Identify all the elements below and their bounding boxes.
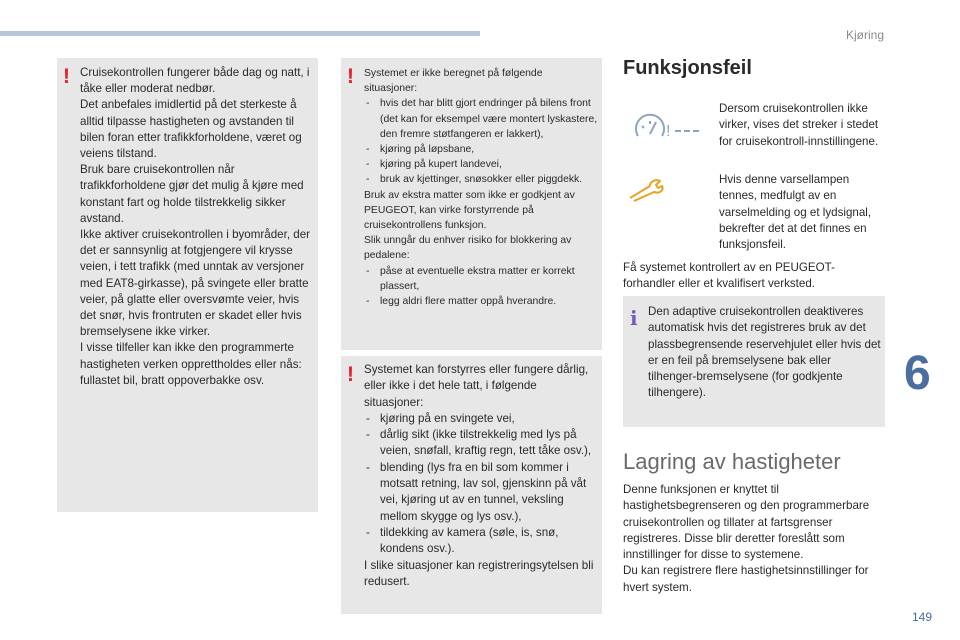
list-item: - hvis det har blitt gjort endringer på bilens front (det kan for eksempel være montert lyskastere, den fremre støtfangeren er lakkert), bbox=[366, 98, 598, 140]
section-label: Kjøring bbox=[845, 28, 884, 42]
paragraph: Du kan registrere flere hastighetsinnstillinger for hvert system. bbox=[623, 564, 869, 594]
list-item: - tildekking av kamera (søle, is, snø, kondens osv.). bbox=[366, 525, 559, 556]
list-item: - kjøring på løpsbane, bbox=[366, 144, 475, 156]
paragraph: Systemet kan forstyrres eller fungere dårlig, eller ikke i det hele tatt, i følgende situasjoner: bbox=[364, 363, 589, 409]
warning-box-usage-text bbox=[80, 65, 314, 389]
chapter-number: 6 bbox=[904, 347, 931, 400]
section-heading-lagring: Lagring av hastigheter bbox=[623, 449, 841, 474]
wrench-icon bbox=[626, 178, 666, 207]
warning-icon: ! bbox=[347, 363, 354, 386]
paragraph: Systemet er ikke beregnet på følgende situasjoner: bbox=[364, 68, 543, 95]
paragraph: I slike situasjoner kan registreringsytelsen bli redusert. bbox=[364, 558, 594, 588]
list-item: - legg aldri flere matter oppå hverandre. bbox=[366, 296, 557, 308]
paragraph: Denne funksjonen er knyttet til hastighetsbegrenseren og den programmerbare cruisekontrollen og tillater at fartsgrenser registreres. Disse blir deretter foreslått som innstillinger for disse to systemene. bbox=[623, 483, 870, 562]
speedometer-description: Dersom cruisekontrollen ikke virker, vises det streker i stedet for cruisekontroll-innstillingene. bbox=[719, 102, 879, 148]
wrench-description: Hvis denne varsellampen tennes, medfulgt av en varselmelding og et lydsignal, bekrefter det at det finnes en funksjonsfeil. bbox=[719, 173, 872, 252]
warning-box-situations-text bbox=[364, 66, 598, 309]
check-instruction: Få systemet kontrollert av en PEUGEOT-forhandler eller et kvalifisert verksted. bbox=[623, 261, 835, 291]
section-heading-funksjonsfeil: Funksjonsfeil bbox=[623, 57, 752, 79]
svg-text:!: ! bbox=[666, 123, 671, 140]
list-item: - kjøring på kupert landevei, bbox=[366, 159, 502, 171]
paragraph: I visse tilfeller kan ikke den programmerte hastigheten verken opprettholdes eller nås: fullastet bil, bratt oppoverbakke osv. bbox=[80, 341, 302, 387]
list-item: - påse at eventuelle ekstra matter er korrekt plassert, bbox=[366, 265, 575, 292]
paragraph: Bruk av ekstra matter som ikke er godkjent av PEUGEOT, kan virke forstyrrende på cruisekontrollens funksjon. bbox=[364, 189, 575, 232]
info-icon: i bbox=[630, 306, 638, 330]
paragraph: Cruisekontrollen fungerer både dag og natt, i tåke eller moderat nedbør. bbox=[80, 66, 310, 96]
list-item: - dårlig sikt (ikke tilstrekkelig med lys på veien, snøfall, kraftig regn, tett tåke osv.), bbox=[366, 428, 592, 458]
info-text: Den adaptive cruisekontrollen deaktiveres automatisk hvis det registreres bruk av det plassbegrensende reservehjulet eller hvis det er en feil på bremselysene bak eller tilhenger-bremselysene (for godkjente tilhengere). bbox=[648, 305, 881, 400]
header-accent-bar bbox=[0, 31, 480, 36]
warning-box-disturbance-text bbox=[364, 362, 598, 590]
list-item: - blending (lys fra en bil som kommer i motsatt retning, lav sol, gjenskinn på våt vei, kjøring ut av en tunnel, veksling mellom skygge og lys osv.), bbox=[366, 460, 587, 523]
speedometer-fault-icon bbox=[632, 112, 702, 151]
list-item: - kjøring på en svingete vei, bbox=[366, 411, 515, 425]
warning-icon: ! bbox=[347, 65, 354, 88]
warning-icon: ! bbox=[63, 65, 70, 88]
paragraph: Bruk bare cruisekontrollen når trafikkforholdene gjør det mulig å kjøre med konstant fart og holde tilstrekkelig sikker avstand. bbox=[80, 163, 304, 225]
paragraph: Slik unngår du enhver risiko for blokkering av pedalene: bbox=[364, 235, 572, 262]
page-number: 149 bbox=[911, 610, 932, 624]
paragraph: Det anbefales imidlertid på det sterkeste å alltid tilpasse hastigheten og avstanden til bilen foran etter trafikkforholdene, været og veiens tilstand. bbox=[80, 98, 302, 161]
list-item: - bruk av kjettinger, snøsokker eller piggdekk. bbox=[366, 174, 583, 186]
paragraph: Ikke aktiver cruisekontrollen i byområder, der det er sannsynlig at fotgjengere vil krysse veien, i tett trafikk (med unntak av versjoner med EAT8-girkasse), på svingete eller bratte veier, på glatte eller oversvømte veier, hvis det snør, hvis frontruten er skadet eller hvis bremselysene ikke virker. bbox=[80, 228, 311, 339]
lagring-text bbox=[623, 482, 877, 596]
